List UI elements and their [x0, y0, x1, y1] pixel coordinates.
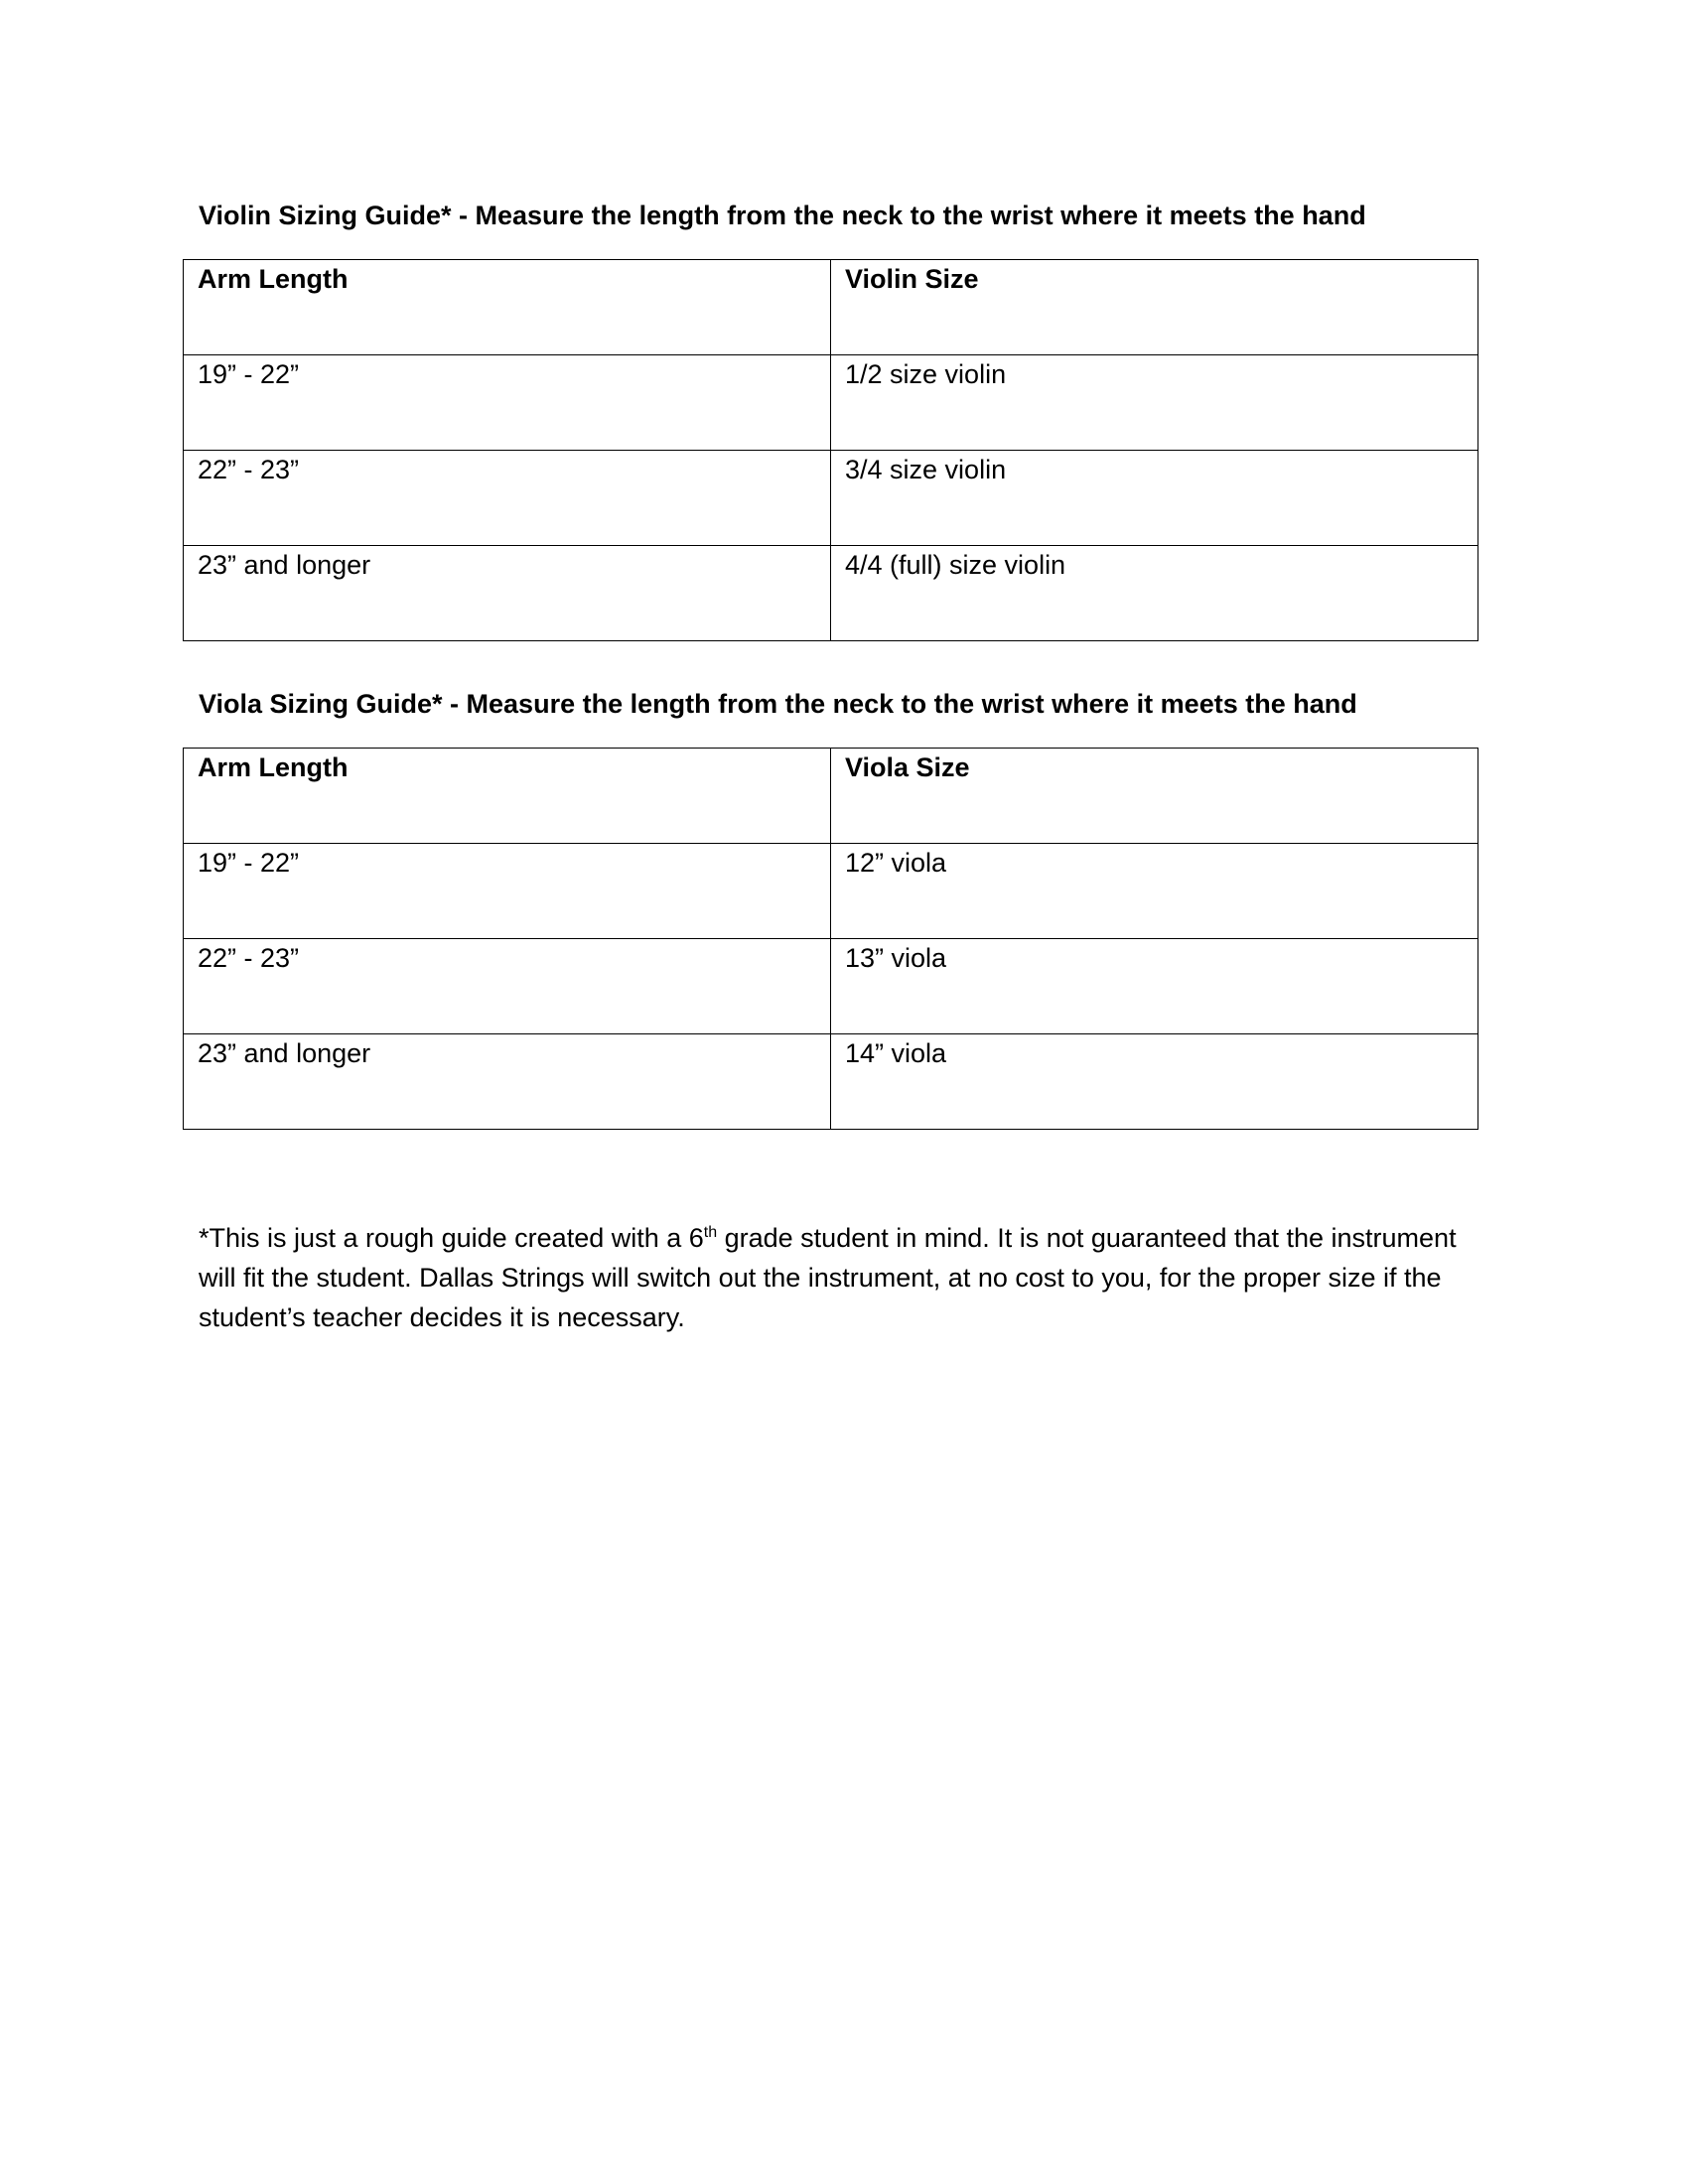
table-header-row	[184, 749, 1478, 844]
violin-size-cell: 1/2 size violin	[831, 355, 1478, 451]
ordinal-suffix: th	[703, 1224, 718, 1241]
arm-length-cell: 19” - 22”	[184, 844, 831, 939]
table-header-row	[184, 260, 1478, 355]
note-text-end: grade student in mind. It is not guaranteed that the instrument will fit the student. Dallas Strings will switch out the instrument, at no cost to you, for the proper size if the student’s teacher decides it is necessary.	[199, 1223, 1457, 1332]
disclaimer-note	[199, 1218, 1489, 1337]
arm-length-cell: 22” - 23”	[184, 451, 831, 546]
table-row	[184, 1034, 1478, 1130]
table-row	[184, 844, 1478, 939]
column-header-violin-size: Violin Size	[831, 260, 1478, 355]
viola-size-cell: 12” viola	[831, 844, 1478, 939]
column-header-viola-size: Viola Size	[831, 749, 1478, 844]
table-row	[184, 355, 1478, 451]
viola-size-cell: 13” viola	[831, 939, 1478, 1034]
arm-length-cell: 19” - 22”	[184, 355, 831, 451]
violin-size-cell: 3/4 size violin	[831, 451, 1478, 546]
table-row	[184, 451, 1478, 546]
viola-size-cell: 14” viola	[831, 1034, 1478, 1130]
column-header-arm-length: Arm Length	[184, 749, 831, 844]
violin-sizing-table	[183, 259, 1478, 641]
viola-sizing-table	[183, 748, 1478, 1130]
table-row	[184, 546, 1478, 641]
column-header-arm-length: Arm Length	[184, 260, 831, 355]
arm-length-cell: 22” - 23”	[184, 939, 831, 1034]
arm-length-cell: 23” and longer	[184, 546, 831, 641]
violin-size-cell: 4/4 (full) size violin	[831, 546, 1478, 641]
violin-sizing-heading: Violin Sizing Guide* - Measure the length from the neck to the wrist where it meets the hand	[199, 201, 1366, 230]
table-row	[184, 939, 1478, 1034]
viola-sizing-heading: Viola Sizing Guide* - Measure the length from the neck to the wrist where it meets the hand	[199, 689, 1357, 719]
note-text-start: *This is just a rough guide created with a 6	[199, 1223, 704, 1253]
arm-length-cell: 23” and longer	[184, 1034, 831, 1130]
